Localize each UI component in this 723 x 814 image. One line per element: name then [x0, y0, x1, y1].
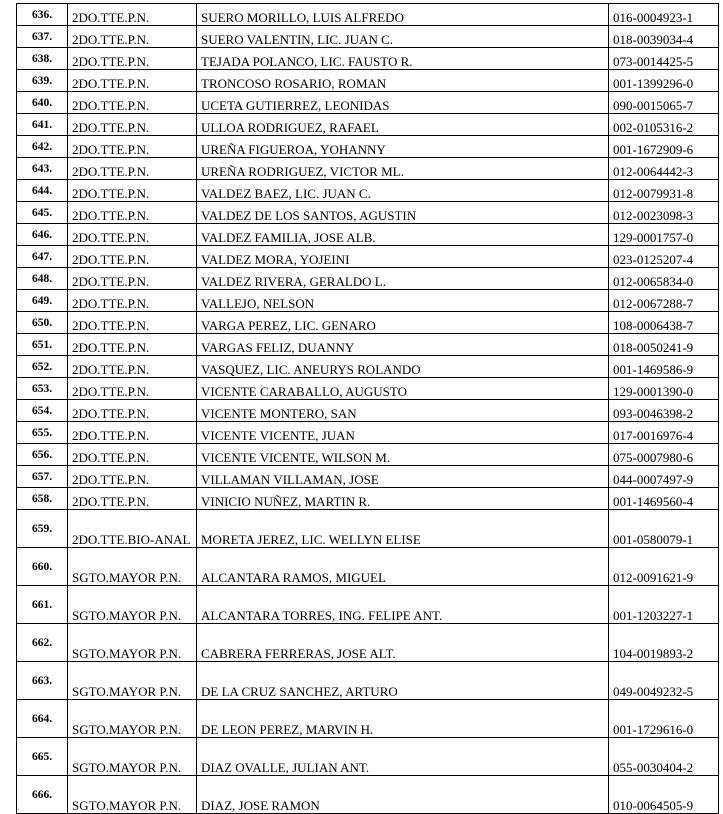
cedula-cell: 001-1399296-0 [609, 70, 719, 92]
name-cell: VALDEZ RIVERA, GERALDO L. [197, 268, 609, 290]
cedula-cell: 108-0006438-7 [609, 312, 719, 334]
table-row [17, 510, 719, 548]
table-row [17, 776, 719, 814]
cedula-cell: 001-1672909-6 [609, 136, 719, 158]
row-number: 660. [17, 548, 68, 586]
rank-cell: SGTO.MAYOR P.N. [68, 738, 197, 776]
table-row [17, 158, 719, 180]
name-cell: SUERO VALENTIN, LIC. JUAN C. [197, 26, 609, 48]
cedula-cell: 001-1729616-0 [609, 700, 719, 738]
rank-cell: 2DO.TTE.P.N. [68, 48, 197, 70]
name-cell: VASQUEZ, LIC. ANEURYS ROLANDO [197, 356, 609, 378]
cedula-cell: 010-0064505-9 [609, 776, 719, 814]
rank-cell: 2DO.TTE.P.N. [68, 4, 197, 26]
name-cell: ULLOA RODRIGUEZ, RAFAEL [197, 114, 609, 136]
cedula-cell: 090-0015065-7 [609, 92, 719, 114]
row-number: 636. [17, 4, 68, 26]
table-row [17, 48, 719, 70]
cedula-cell: 018-0039034-4 [609, 26, 719, 48]
row-number: 646. [17, 224, 68, 246]
table-row [17, 246, 719, 268]
row-number: 640. [17, 92, 68, 114]
rank-cell: 2DO.TTE.P.N. [68, 290, 197, 312]
name-cell: DE LA CRUZ SANCHEZ, ARTURO [197, 662, 609, 700]
name-cell: VARGA PEREZ, LIC. GENARO [197, 312, 609, 334]
table-body [17, 4, 719, 814]
table-row [17, 400, 719, 422]
name-cell: DIAZ OVALLE, JULIAN ANT. [197, 738, 609, 776]
row-number: 658. [17, 488, 68, 510]
cedula-cell: 012-0079931-8 [609, 180, 719, 202]
rank-cell: 2DO.TTE.P.N. [68, 312, 197, 334]
row-number: 641. [17, 114, 68, 136]
rank-cell: SGTO.MAYOR P.N. [68, 586, 197, 624]
rank-cell: SGTO.MAYOR P.N. [68, 548, 197, 586]
table-row [17, 378, 719, 400]
name-cell: VALLEJO, NELSON [197, 290, 609, 312]
name-cell: VICENTE VICENTE, WILSON M. [197, 444, 609, 466]
rank-cell: SGTO.MAYOR P.N. [68, 624, 197, 662]
name-cell: UREÑA RODRIGUEZ, VICTOR ML. [197, 158, 609, 180]
cedula-cell: 012-0065834-0 [609, 268, 719, 290]
rank-cell: 2DO.TTE.P.N. [68, 444, 197, 466]
row-number: 657. [17, 466, 68, 488]
table-row [17, 268, 719, 290]
rank-cell: SGTO.MAYOR P.N. [68, 776, 197, 814]
row-number: 649. [17, 290, 68, 312]
name-cell: VALDEZ BAEZ, LIC. JUAN C. [197, 180, 609, 202]
rank-cell: 2DO.TTE.P.N. [68, 224, 197, 246]
cedula-cell: 001-0580079-1 [609, 510, 719, 548]
rank-cell: 2DO.TTE.P.N. [68, 136, 197, 158]
cedula-cell: 104-0019893-2 [609, 624, 719, 662]
rank-cell: 2DO.TTE.P.N. [68, 268, 197, 290]
rank-cell: SGTO.MAYOR P.N. [68, 662, 197, 700]
row-number: 664. [17, 700, 68, 738]
table-row [17, 180, 719, 202]
row-number: 654. [17, 400, 68, 422]
rank-cell: 2DO.TTE.P.N. [68, 92, 197, 114]
name-cell: VILLAMAN VILLAMAN, JOSE [197, 466, 609, 488]
name-cell: CABRERA FERRERAS, JOSE ALT. [197, 624, 609, 662]
row-number: 651. [17, 334, 68, 356]
rank-cell: SGTO.MAYOR P.N. [68, 700, 197, 738]
name-cell: VARGAS FELIZ, DUANNY [197, 334, 609, 356]
cedula-cell: 055-0030404-2 [609, 738, 719, 776]
cedula-cell: 023-0125207-4 [609, 246, 719, 268]
row-number: 659. [17, 510, 68, 548]
name-cell: DIAZ, JOSE RAMON [197, 776, 609, 814]
table-row [17, 738, 719, 776]
rank-cell: 2DO.TTE.BIO-ANAL [68, 510, 197, 548]
name-cell: ALCANTARA TORRES, ING. FELIPE ANT. [197, 586, 609, 624]
cedula-cell: 016-0004923-1 [609, 4, 719, 26]
cedula-cell: 129-0001390-0 [609, 378, 719, 400]
cedula-cell: 001-1469560-4 [609, 488, 719, 510]
personnel-table [16, 3, 719, 814]
table-row [17, 466, 719, 488]
name-cell: VICENTE MONTERO, SAN [197, 400, 609, 422]
rank-cell: 2DO.TTE.P.N. [68, 356, 197, 378]
cedula-cell: 075-0007980-6 [609, 444, 719, 466]
name-cell: VICENTE VICENTE, JUAN [197, 422, 609, 444]
row-number: 656. [17, 444, 68, 466]
name-cell: DE LEON PEREZ, MARVIN H. [197, 700, 609, 738]
row-number: 665. [17, 738, 68, 776]
table-row [17, 586, 719, 624]
table-row [17, 624, 719, 662]
name-cell: UREÑA FIGUEROA, YOHANNY [197, 136, 609, 158]
rank-cell: 2DO.TTE.P.N. [68, 114, 197, 136]
table-row [17, 4, 719, 26]
row-number: 661. [17, 586, 68, 624]
name-cell: VALDEZ FAMILIA, JOSE ALB. [197, 224, 609, 246]
cedula-cell: 093-0046398-2 [609, 400, 719, 422]
rank-cell: 2DO.TTE.P.N. [68, 202, 197, 224]
row-number: 663. [17, 662, 68, 700]
cedula-cell: 012-0091621-9 [609, 548, 719, 586]
name-cell: VICENTE CARABALLO, AUGUSTO [197, 378, 609, 400]
row-number: 647. [17, 246, 68, 268]
row-number: 662. [17, 624, 68, 662]
cedula-cell: 044-0007497-9 [609, 466, 719, 488]
cedula-cell: 049-0049232-5 [609, 662, 719, 700]
row-number: 653. [17, 378, 68, 400]
row-number: 648. [17, 268, 68, 290]
cedula-cell: 012-0067288-7 [609, 290, 719, 312]
rank-cell: 2DO.TTE.P.N. [68, 466, 197, 488]
name-cell: VALDEZ MORA, YOJEINI [197, 246, 609, 268]
row-number: 644. [17, 180, 68, 202]
table-row [17, 92, 719, 114]
table-row [17, 136, 719, 158]
table-row [17, 224, 719, 246]
row-number: 637. [17, 26, 68, 48]
row-number: 642. [17, 136, 68, 158]
rank-cell: 2DO.TTE.P.N. [68, 422, 197, 444]
rank-cell: 2DO.TTE.P.N. [68, 400, 197, 422]
name-cell: VINICIO NUÑEZ, MARTIN R. [197, 488, 609, 510]
cedula-cell: 012-0064442-3 [609, 158, 719, 180]
cedula-cell: 017-0016976-4 [609, 422, 719, 444]
table-row [17, 662, 719, 700]
cedula-cell: 129-0001757-0 [609, 224, 719, 246]
name-cell: TEJADA POLANCO, LIC. FAUSTO R. [197, 48, 609, 70]
table-row [17, 290, 719, 312]
table-row [17, 548, 719, 586]
row-number: 650. [17, 312, 68, 334]
table-row [17, 202, 719, 224]
table-row [17, 356, 719, 378]
rank-cell: 2DO.TTE.P.N. [68, 158, 197, 180]
name-cell: SUERO MORILLO, LUIS ALFREDO [197, 4, 609, 26]
table-row [17, 312, 719, 334]
rank-cell: 2DO.TTE.P.N. [68, 334, 197, 356]
rank-cell: 2DO.TTE.P.N. [68, 378, 197, 400]
rank-cell: 2DO.TTE.P.N. [68, 488, 197, 510]
row-number: 638. [17, 48, 68, 70]
row-number: 666. [17, 776, 68, 814]
name-cell: UCETA GUTIERREZ, LEONIDAS [197, 92, 609, 114]
cedula-cell: 001-1203227-1 [609, 586, 719, 624]
rank-cell: 2DO.TTE.P.N. [68, 70, 197, 92]
table-row [17, 70, 719, 92]
table-row [17, 700, 719, 738]
row-number: 655. [17, 422, 68, 444]
row-number: 652. [17, 356, 68, 378]
cedula-cell: 073-0014425-5 [609, 48, 719, 70]
name-cell: VALDEZ DE LOS SANTOS, AGUSTIN [197, 202, 609, 224]
row-number: 639. [17, 70, 68, 92]
name-cell: ALCANTARA RAMOS, MIGUEL [197, 548, 609, 586]
table-row [17, 334, 719, 356]
rank-cell: 2DO.TTE.P.N. [68, 26, 197, 48]
cedula-cell: 018-0050241-9 [609, 334, 719, 356]
cedula-cell: 001-1469586-9 [609, 356, 719, 378]
rank-cell: 2DO.TTE.P.N. [68, 180, 197, 202]
table-row [17, 488, 719, 510]
name-cell: MORETA JEREZ, LIC. WELLYN ELISE [197, 510, 609, 548]
rank-cell: 2DO.TTE.P.N. [68, 246, 197, 268]
table-row [17, 114, 719, 136]
row-number: 643. [17, 158, 68, 180]
table-row [17, 422, 719, 444]
name-cell: TRONCOSO ROSARIO, ROMAN [197, 70, 609, 92]
table-row [17, 444, 719, 466]
table-row [17, 26, 719, 48]
cedula-cell: 012-0023098-3 [609, 202, 719, 224]
cedula-cell: 002-0105316-2 [609, 114, 719, 136]
row-number: 645. [17, 202, 68, 224]
